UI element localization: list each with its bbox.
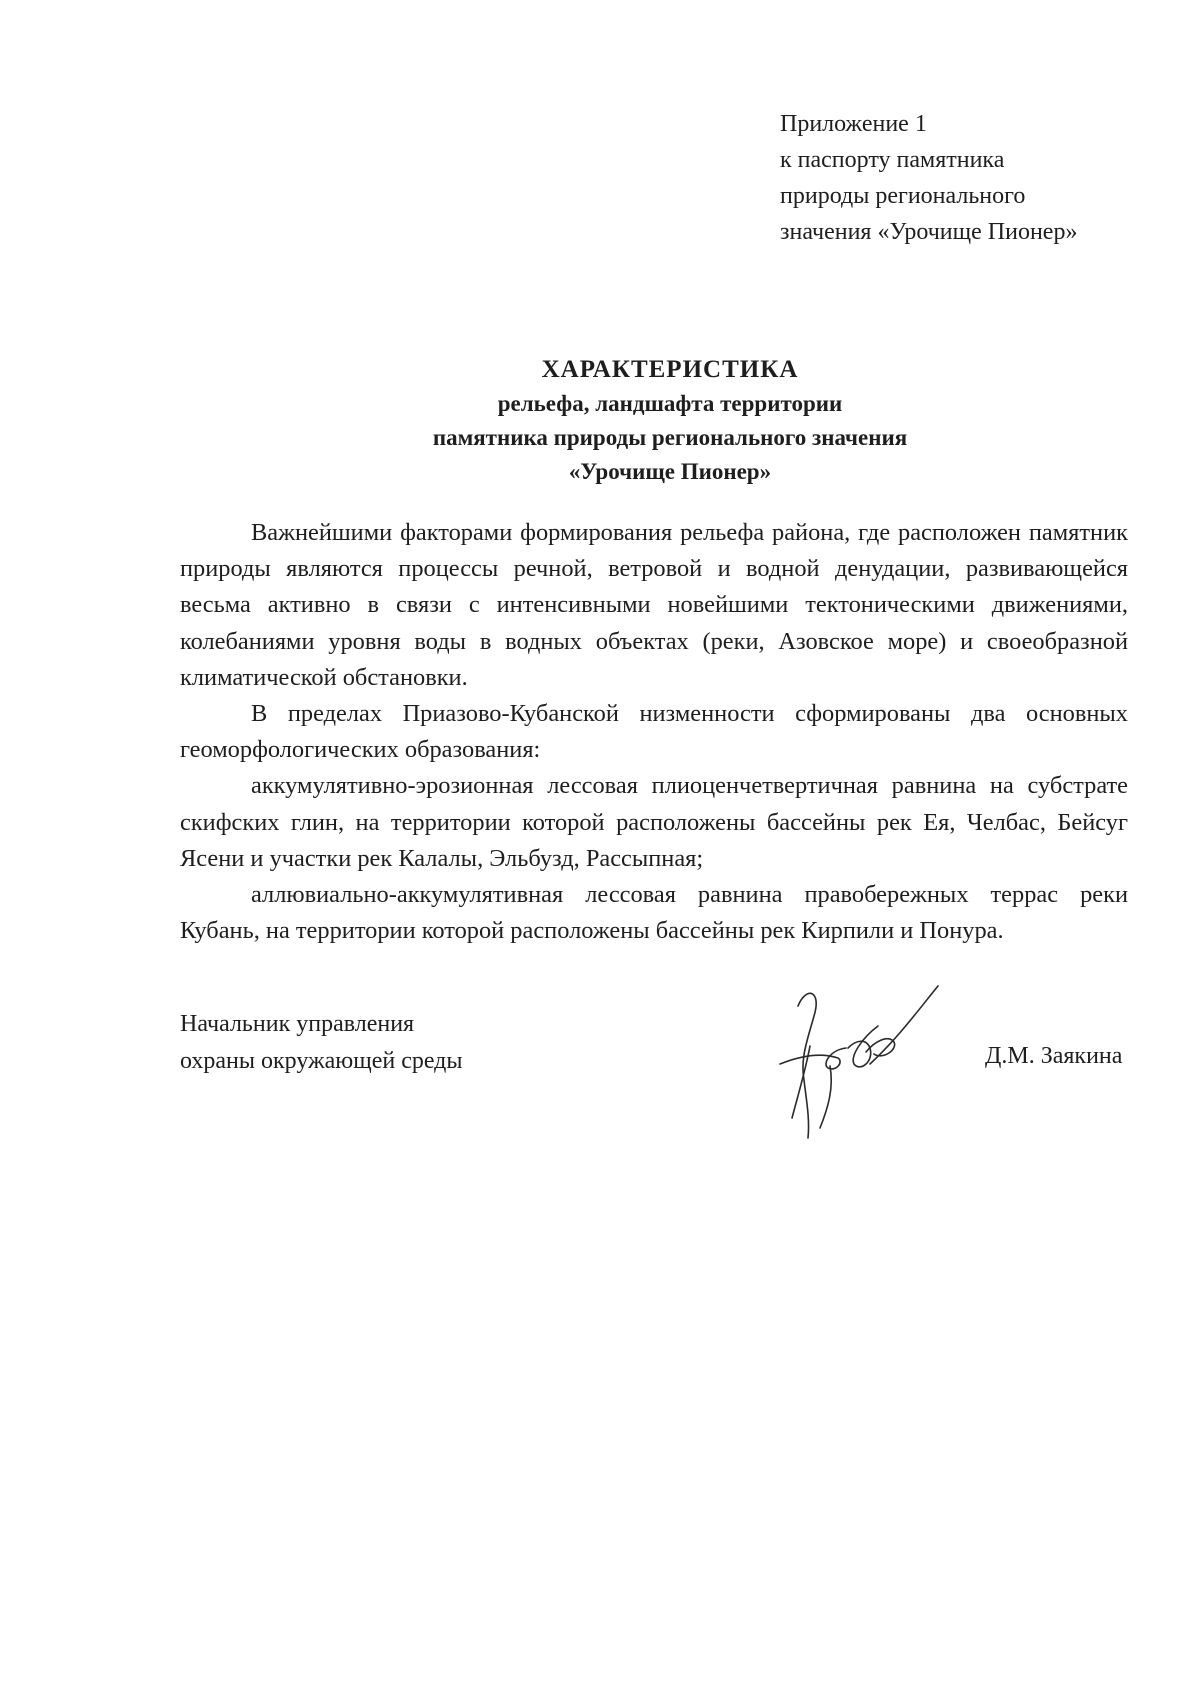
- heading-line: рельефа, ландшафта территории: [497, 391, 843, 416]
- paragraph: аллювиально-аккумулятивная лессовая равнина правобережных террас реки Кубань, на территории которой расположены бассейны рек Кирпили и Понура.: [180, 881, 1128, 945]
- heading-line: «Урочище Пионер»: [568, 459, 772, 484]
- paragraph: аккумулятивно-эрозионная лессовая плиоценчетвертичная равнина на субстрате скифских глин, на территории которой расположены бассейны рек Ея, Челбас, Бейсуг Ясени и участки рек Калалы, Эльбузд, Рассыпная;: [180, 772, 1128, 872]
- document-title: ХАРАКТЕРИСТИКА: [541, 356, 799, 383]
- appendix-line: значения «Урочище Пионер»: [780, 219, 1078, 245]
- signer-name: Д.М. Заякина: [985, 1043, 1123, 1069]
- signatory-position: [180, 1006, 463, 1080]
- handwritten-signature: [770, 968, 945, 1143]
- appendix-line: природы регионального: [780, 183, 1026, 209]
- document-heading: [180, 353, 1160, 489]
- paragraph: В пределах Приазово-Кубанской низменности сформированы два основных геоморфологических образования:: [180, 700, 1128, 764]
- appendix-line: Приложение 1: [780, 111, 927, 137]
- position-line: охраны окружающей среды: [180, 1048, 463, 1074]
- body-text: [180, 515, 1128, 949]
- appendix-note: [780, 106, 1077, 250]
- paragraph: Важнейшими факторами формирования рельефа района, где расположен памятник природы являются процессы речной, ветровой и водной денудации, развивающейся весьма активно в связи с интенсивными новейшими тектоническими движениями, колебаниями уровня воды в водных объектах (реки, Азовское море) и своеобразной климатической обстановки.: [180, 519, 1128, 691]
- appendix-line: к паспорту памятника: [780, 147, 1005, 173]
- position-line: Начальник управления: [180, 1011, 415, 1037]
- heading-line: памятника природы регионального значения: [432, 425, 908, 450]
